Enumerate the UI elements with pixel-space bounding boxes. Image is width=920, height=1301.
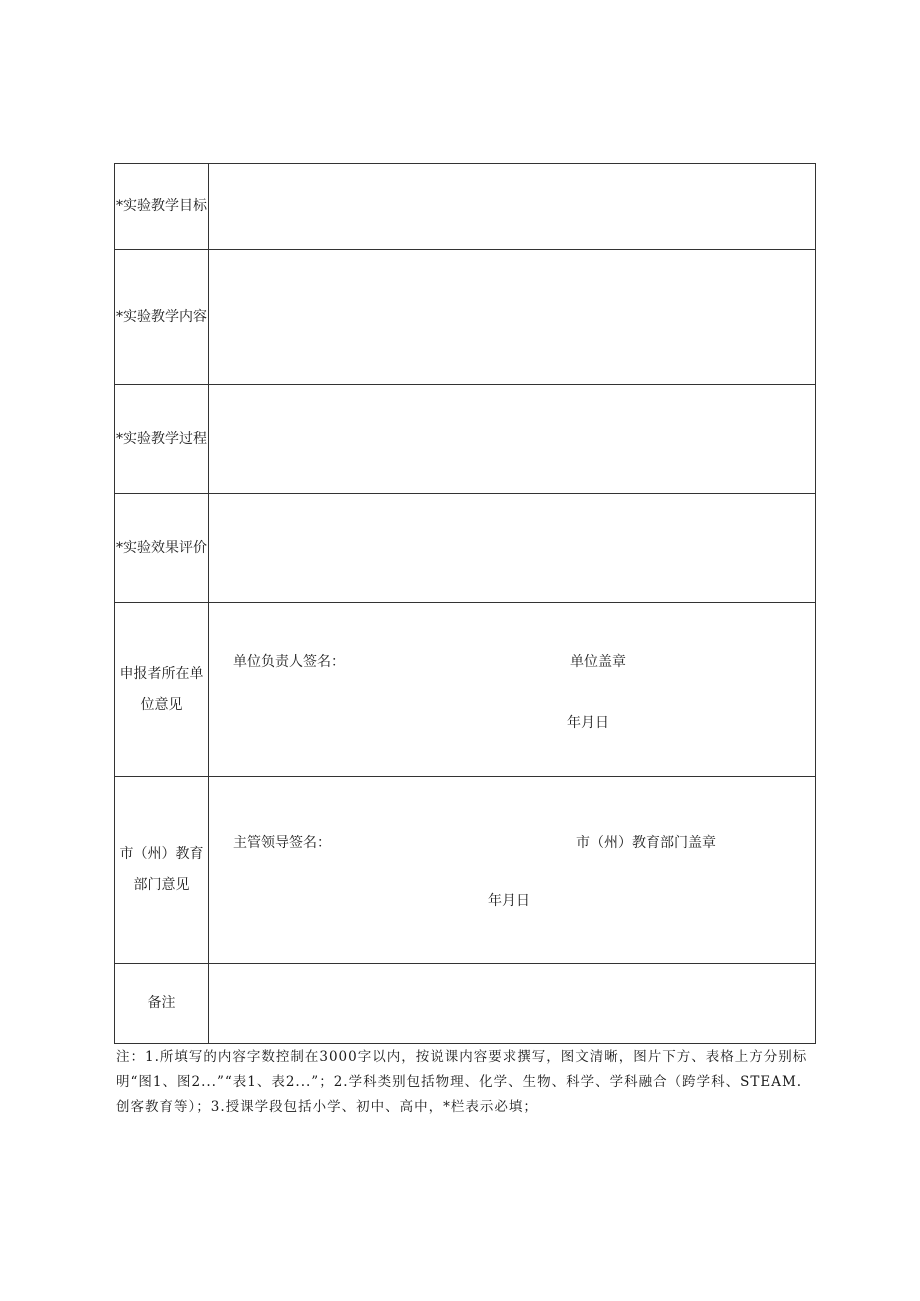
unit-opinion-field[interactable] xyxy=(209,603,816,777)
form-row-city-opinion xyxy=(115,777,816,964)
row-label-city-opinion: 市（州）教育部门意见 xyxy=(115,777,209,964)
city-leader-signature-label: 主管领导签名： xyxy=(233,835,331,851)
city-date-label: 年月日 xyxy=(488,893,530,909)
row-label-teaching-content: *实验教学内容 xyxy=(115,250,209,385)
city-opinion-field[interactable] xyxy=(209,777,816,964)
effect-evaluation-field[interactable] xyxy=(209,494,816,603)
unit-leader-signature-label: 单位负责人签名： xyxy=(233,654,345,670)
row-label-remarks: 备注 xyxy=(115,964,209,1044)
unit-seal-label: 单位盖章 xyxy=(570,654,626,670)
row-label-teaching-process: *实验教学过程 xyxy=(115,385,209,494)
teaching-goal-field[interactable] xyxy=(209,164,816,250)
remarks-field[interactable] xyxy=(209,964,816,1044)
form-footnote: 注：1.所填写的内容字数控制在3000字以内，按说课内容要求撰写，图文清晰，图片下方、表格上方分别标明“图1、图2...”“表1、表2...”；2.学科类别包括物理、化学、生物、科学、学科融合（跨学科、STEAM.创客教育等）；3.授课学段包括小学、初中、高中，*栏表示必填； xyxy=(116,1049,808,1115)
row-label-effect-evaluation: *实验效果评价 xyxy=(115,494,209,603)
form-row-teaching-goal xyxy=(115,164,816,250)
teaching-process-field[interactable] xyxy=(209,385,816,494)
form-row-remarks xyxy=(115,964,816,1044)
form-row-teaching-process xyxy=(115,385,816,494)
form-row-teaching-content xyxy=(115,250,816,385)
row-label-teaching-goal: *实验教学目标 xyxy=(115,164,209,250)
unit-date-label: 年月日 xyxy=(567,715,609,731)
form-row-unit-opinion xyxy=(115,603,816,777)
application-form-table xyxy=(114,163,816,1044)
teaching-content-field[interactable] xyxy=(209,250,816,385)
form-row-effect-evaluation xyxy=(115,494,816,603)
city-seal-label: 市（州）教育部门盖章 xyxy=(576,835,716,851)
row-label-unit-opinion: 申报者所在单位意见 xyxy=(115,603,209,777)
